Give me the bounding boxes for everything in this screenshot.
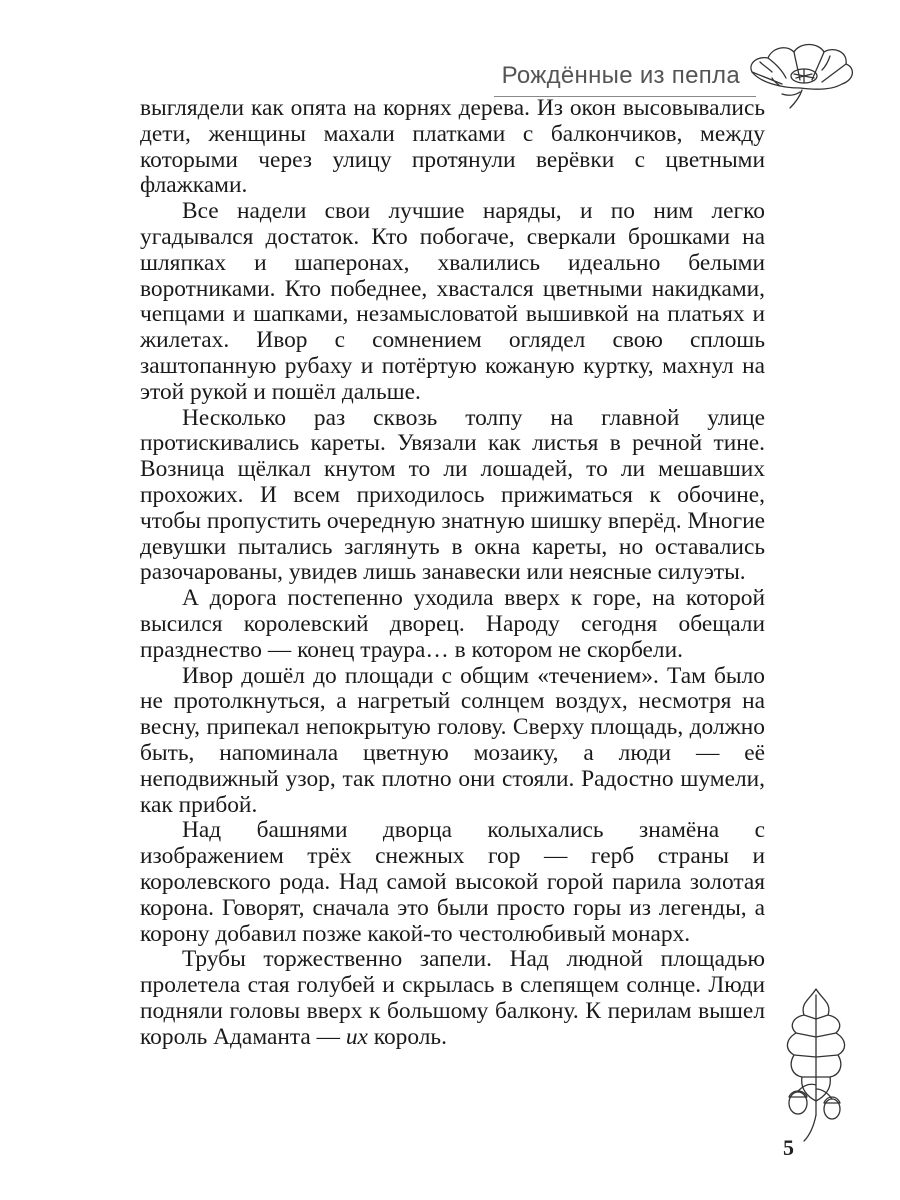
paragraph-text: король.: [367, 1023, 447, 1050]
paragraph-last: [140, 947, 765, 1050]
emphasized-word: их: [345, 1023, 368, 1050]
oak-leaf-acorn-icon: [770, 985, 862, 1145]
page-number: 5: [783, 1135, 794, 1160]
paragraph: Все надели свои лучшие наряды, и по ним легко угадывался достаток. Кто побогаче, сверкали брошками на шляпках и шаперонах, хвалились идеально белыми воротниками. Кто победнее, хвастался цветными накидками, чепцами и шапками, незамысловатой вышивкой на платьях и жилетах. Ивор с сомнением оглядел свою сплошь заштопанную рубаху и потёртую кожаную куртку, махнул на этой рукой и пошёл дальше.: [140, 198, 765, 405]
paragraph: А дорога постепенно уходила вверх к горе, на которой высился королевский дворец. Народу сегодня обещали празднество — конец траура… в котором не скорбели.: [140, 585, 765, 663]
paragraph: выглядели как опята на корнях дерева. Из окон высовывались дети, женщины махали платками с балкончиков, между которыми через улицу протянули верёвки с цветными флажками.: [140, 95, 765, 199]
paragraph-text: Трубы торжественно запели. Над людной площадью пролетела стая голубей и скрылась в слепящем солнце. Люди подняли головы вверх к большому балкону. К перилам вышел король Адаманта —: [140, 946, 765, 1050]
paragraph: Над башнями дворца колыхались знамёна с изображением трёх снежных гор — герб страны и королевского рода. Над самой высокой горой парила золотая корона. Говорят, сначала это были просто горы из легенды, а корону добавил позже какой-то честолюбивый монарх.: [140, 817, 765, 947]
running-header: Рождённые из пепла: [501, 62, 740, 89]
body-text: [140, 96, 765, 1050]
paragraph: Ивор дошёл до площади с общим «течением». Там было не протолкнуться, а нагретый солнцем воздух, несмотря на весну, припекал непокрытую голову. Сверху площадь, должно быть, напоминала цветную мозаику, а люди — её неподвижный узор, так плотно они стояли. Радостно шумели, как прибой.: [140, 662, 765, 818]
paragraph: Несколько раз сквозь толпу на главной улице протискивались кареты. Увязали как листья в речной тине. Возница щёлкал кнутом то ли лошадей, то ли мешавших прохожих. И всем приходилось прижиматься к обочине, чтобы пропустить очередную знатную шишку вперёд. Многие девушки пытались заглянуть в окна кареты, но оставались разочарованы, увидев лишь занавески или неясные силуэты.: [140, 404, 765, 586]
